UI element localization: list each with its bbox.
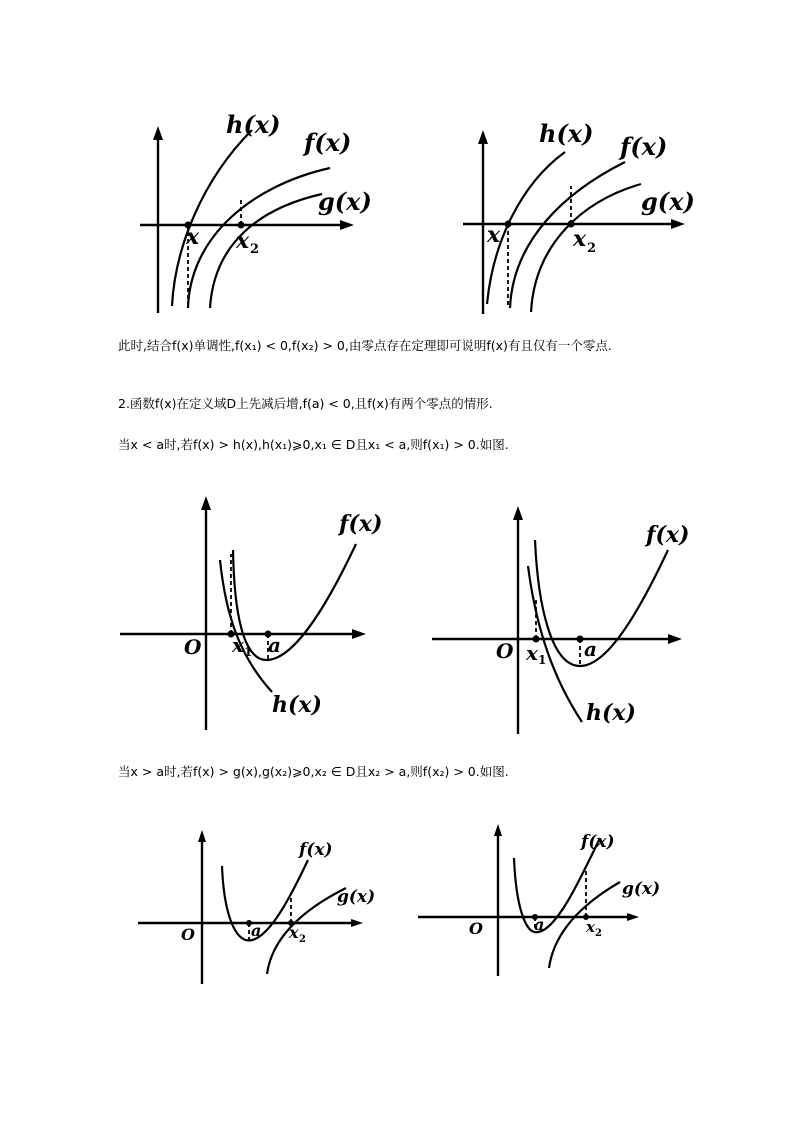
label-x2: x <box>586 918 595 936</box>
y-axis-arrow <box>198 830 206 842</box>
figure-1-right-svg <box>455 112 700 322</box>
label-x1: x <box>232 633 244 657</box>
paragraph-4: 当x > a时,若f(x) > g(x),g(x₂)⩾0,x₂ ∈ D且x₂ > a,则f(x₂) > 0.如图. <box>118 764 509 779</box>
label-f: f(x) <box>304 128 352 157</box>
figure-1-left <box>130 108 370 323</box>
figure-1-right <box>455 112 700 322</box>
paragraph-3: 当x < a时,若f(x) > h(x),h(x₁)⩾0,x₁ ∈ D且x₁ < a,则f(x₁) > 0.如图. <box>118 437 509 452</box>
label-O: O <box>184 635 202 659</box>
curve-g <box>549 882 620 968</box>
curve-h <box>172 130 252 306</box>
label-a: a <box>584 637 597 661</box>
label-f: f(x) <box>581 832 615 852</box>
label-f: f(x) <box>620 132 668 161</box>
figure-3-right-svg <box>414 820 674 980</box>
label-O: O <box>181 925 195 944</box>
label-x2-sub: 2 <box>299 934 306 945</box>
y-axis-arrow <box>201 496 211 510</box>
curve-g <box>267 888 346 974</box>
y-axis-arrow <box>513 506 523 520</box>
figure-3-left <box>132 826 382 986</box>
label-f: f(x) <box>339 511 383 537</box>
label-a: a <box>534 915 545 934</box>
label-f: f(x) <box>299 840 333 860</box>
label-x2-sub: 2 <box>250 242 260 257</box>
label-g: g(x) <box>337 887 376 907</box>
point-x1 <box>505 221 512 228</box>
label-h: h(x) <box>226 110 281 139</box>
label-f: f(x) <box>646 522 690 548</box>
label-a: a <box>251 921 262 940</box>
label-x2: x <box>236 228 250 254</box>
label-h: h(x) <box>586 700 636 726</box>
label-x1: x <box>186 224 200 250</box>
label-O: O <box>469 919 483 938</box>
x-axis-arrow <box>351 919 363 927</box>
label-x2: x <box>573 226 587 252</box>
label-x1: x <box>526 641 538 665</box>
label-O: O <box>496 639 514 663</box>
y-axis-arrow <box>153 126 163 140</box>
figure-2-right <box>428 498 698 738</box>
label-x2-sub: 2 <box>595 928 602 939</box>
paragraph-2: 2.函数f(x)在定义域D上先减后增,f(a) < 0,且f(x)有两个零点的情形. <box>118 396 493 411</box>
x-axis-arrow <box>627 913 639 921</box>
paragraph-1: 此时,结合f(x)单调性,f(x₁) < 0,f(x₂) > 0,由零点存在定理即可说明f(x)有且仅有一个零点. <box>118 338 612 353</box>
x-axis-arrow <box>668 634 682 644</box>
label-a: a <box>268 633 281 657</box>
label-x1: x <box>487 222 501 248</box>
label-x1-sub: 1 <box>538 653 547 667</box>
x-axis-arrow <box>671 219 685 229</box>
label-g: g(x) <box>622 879 661 899</box>
curve-f <box>510 162 625 308</box>
figure-1-left-svg <box>130 108 370 323</box>
curve-f <box>188 168 330 308</box>
y-axis-arrow <box>494 824 502 836</box>
figure-3-right <box>414 820 674 980</box>
y-axis-arrow <box>478 130 488 144</box>
curve-g <box>210 194 322 308</box>
label-g: g(x) <box>641 187 695 216</box>
figure-2-left-svg <box>116 488 386 733</box>
label-x1-sub: 1 <box>244 645 253 659</box>
figure-2-left <box>116 488 386 733</box>
curve-f <box>535 540 668 666</box>
label-x2: x <box>289 923 299 942</box>
curve-h <box>220 560 272 692</box>
label-h: h(x) <box>539 119 594 148</box>
figure-2-right-svg <box>428 498 698 738</box>
x-axis-arrow <box>352 629 366 639</box>
figure-3-left-svg <box>132 826 382 986</box>
label-h: h(x) <box>272 692 322 718</box>
x-axis-arrow <box>340 220 354 230</box>
curve-f <box>233 544 356 660</box>
label-x2-sub: 2 <box>587 241 597 256</box>
point-a <box>577 636 584 643</box>
label-g: g(x) <box>318 187 372 216</box>
